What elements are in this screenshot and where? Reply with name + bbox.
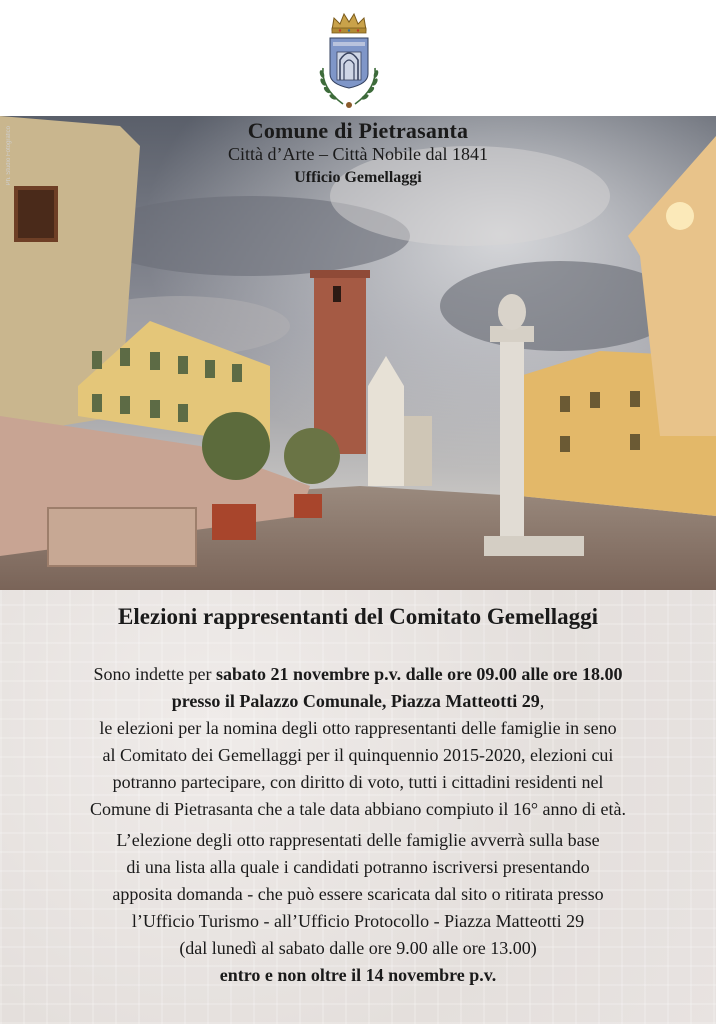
top-band xyxy=(0,0,716,116)
office-name: Ufficio Gemellaggi xyxy=(294,169,422,186)
piazza-photo xyxy=(0,116,716,590)
notice-paragraph-2 xyxy=(20,827,696,989)
coat-of-arms-icon xyxy=(313,8,385,114)
p1-line-2 xyxy=(20,688,696,715)
crown-icon xyxy=(332,14,366,33)
notice-paragraph-1 xyxy=(20,661,696,823)
municipality-name: Comune di Pietrasanta xyxy=(247,118,469,143)
municipality-subtitle: Città d’Arte – Città Nobile dal 1841 xyxy=(228,144,488,164)
p1-line-1 xyxy=(20,661,696,688)
p1-place-tail: , xyxy=(539,691,545,711)
p1-line-3: le elezioni per la nomina degli otto rappresentanti delle famiglie in seno xyxy=(99,718,617,738)
p2-line-6 xyxy=(20,962,696,989)
p2-line-2: di una lista alla quale i candidati potranno iscriversi presentando xyxy=(126,857,590,877)
p1-line-4: al Comitato dei Gemellaggi per il quinquennio 2015-2020, elezioni cui xyxy=(102,745,614,765)
p2-line-5: (dal lunedì al sabato dalle ore 9.00 alle ore 13.00) xyxy=(179,938,537,958)
p2-line-3: apposita domanda - che può essere scaricata dal sito o ritirata presso xyxy=(112,884,604,904)
photo-credit: Ph. Studio Fotografico xyxy=(6,126,12,186)
piazza-duomo-image xyxy=(0,116,716,590)
masthead xyxy=(0,116,716,187)
p1-line-5: potranno partecipare, con diritto di voto, tutti i cittadini residenti nel xyxy=(112,772,604,792)
notice-headline: Elezioni rappresentanti del Comitato Gemellaggi xyxy=(118,604,598,629)
registration-deadline: entro e non oltre il 14 novembre p.v. xyxy=(219,965,497,985)
shield-icon xyxy=(330,38,368,88)
election-date-time: sabato 21 novembre p.v. dalle ore 09.00 alle ore 18.00 xyxy=(215,664,623,684)
p2-line-1: L’elezione degli otto rappresentati delle famiglie avverrà sulla base xyxy=(116,830,600,850)
p2-line-4: l’Ufficio Turismo - all’Ufficio Protocollo - Piazza Matteotti 29 xyxy=(131,911,585,931)
p1-intro: Sono indette per xyxy=(93,664,216,684)
election-place: presso il Palazzo Comunale, Piazza Matteotti 29 xyxy=(171,691,540,711)
p1-line-6: Comune di Pietrasanta che a tale data abbiano compiuto il 16° anno di età. xyxy=(89,799,627,819)
